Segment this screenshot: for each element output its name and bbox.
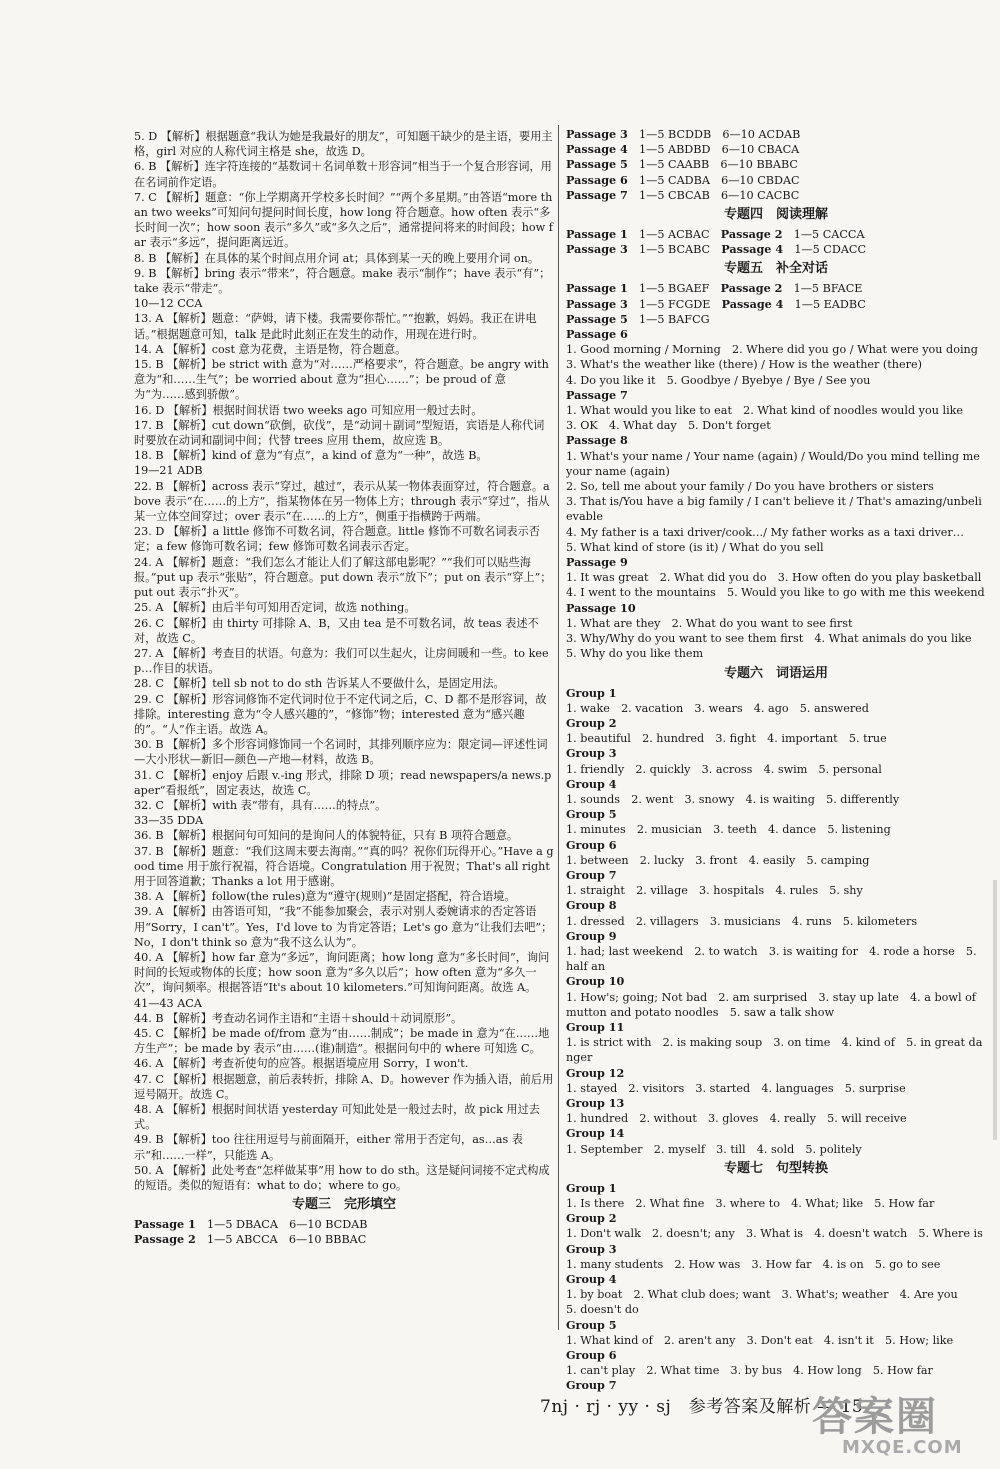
answer-item: 13. A 【解析】题意：“萨姆，请下楼。我需要你帮忙。”“抱歉，妈妈。我正在讲电话。”根据题意可知，talk 是此时此刻正在发生的动作，用现在进行时。 — [134, 312, 537, 341]
passage-answers: 1—5 FCGDE — [639, 297, 711, 311]
passage-row — [566, 142, 986, 157]
answer-item: 45. C 【解析】be made of/from 意为“由……制成”；be made in 意为“在……地方生产”；be made by 表示“由……(谁)制造”。根据问句中的 where 可知选 C。 — [134, 1026, 550, 1056]
passage-label: Passage 4 — [566, 142, 628, 157]
watermark-url: MXQE.COM — [842, 1437, 963, 1458]
dialogue-line: 3. What's the weather like (there) / How is the weather (there) — [566, 358, 922, 372]
passage-label: Passage 8 — [566, 433, 628, 448]
dialogue-line: 2. So, tell me about your family / Do you have brothers or sisters — [566, 480, 934, 494]
column-divider — [558, 125, 559, 1330]
passage-label: Passage 2 — [720, 227, 783, 242]
passage-row — [566, 173, 986, 188]
group-answers: 1. hundred 2. without 3. gloves 4. really 5. will receive — [566, 1112, 907, 1126]
answer-item: 6. B 【解析】连字符连接的“基数词＋名词单数＋形容词”相当于一个复合形容词，用在名词前作定语。 — [134, 160, 552, 189]
answer-item: 40. A 【解析】how far 意为“多远”，询问距离；how long 意为“多长时间”，询问时间的长短或物体的长度；how soon 意为“多久以后”；how often 意为“多久一次”，询问频率。根据答语“It's about 10 kilometers.”可知询问距离。故选 A。 — [134, 950, 550, 995]
passage-label: Passage 2 — [134, 1232, 196, 1247]
group-label: Group 14 — [566, 1126, 625, 1141]
group-label: Group 1 — [566, 685, 617, 700]
group-label: Group 1 — [566, 1180, 617, 1195]
cloze-answers — [134, 1217, 554, 1247]
group-answers: 1. is strict with 2. is making soup 3. on time 4. kind of 5. in great danger — [566, 1036, 983, 1065]
passage-answers: 1—5 CADBA 6—10 CBDAC — [639, 173, 800, 187]
answer-item: 33—35 DDA — [134, 814, 204, 828]
answer-item: 23. D 【解析】a little 修饰不可数名词，符合题意。little 修饰不可数名词表示否定；a few 修饰可数名词；few 修饰可数名词表示否定。 — [134, 525, 540, 554]
page-footer: 7nj · rj · yy · sj 参考答案及解析 — 15 — [540, 1397, 864, 1417]
answer-item: 10—12 CCA — [134, 297, 203, 311]
answer-item: 24. A 【解析】题意：“我们怎么才能让人们了解这部电影呢？”“我们可以贴些海报。”put up 表示“张贴”，符合题意。put down 表示“放下”；put on 表示“穿上”；put out 表示“扑灭”。 — [134, 555, 552, 600]
answer-item: 17. B 【解析】cut down“砍倒，砍伐”，是“动词＋副词”型短语，宾语是人称代词时要放在动词和副词中间；代替 trees 应用 them，故应选 B。 — [134, 418, 545, 448]
right-column — [566, 127, 986, 1394]
group-answers: 1. wake 2. vacation 3. wears 4. ago 5. answered — [566, 701, 869, 715]
passage-row — [566, 188, 986, 203]
group-answers: 1. Don't walk 2. doesn't; any 3. What is 4. doesn't watch 5. Where is — [566, 1227, 983, 1241]
group-label: Group 5 — [566, 807, 617, 822]
passage-answers: 1—5 ABCCA 6—10 BBBAC — [207, 1233, 367, 1247]
passage-answers: 1—5 CBCAB 6—10 CACBC — [639, 188, 800, 202]
passage-label: Passage 4 — [721, 242, 784, 257]
group-label: Group 2 — [566, 715, 617, 730]
dialogue-line: 4. I went to the mountains 5. Would you like to go with me this weekend — [566, 586, 985, 600]
group-answers: 1. What kind of 2. aren't any 3. Don't eat 4. isn't it 5. How; like — [566, 1333, 954, 1347]
passage-answers: 1—5 DBACA 6—10 BCDAB — [207, 1218, 368, 1232]
reading-answers — [566, 227, 986, 257]
passage-label: Passage 7 — [566, 387, 628, 402]
group-answers: 1. September 2. myself 3. till 4. sold 5. politely — [566, 1142, 862, 1156]
group-answers: 1. beautiful 2. hundred 3. fight 4. important 5. true — [566, 732, 887, 746]
answer-item: 26. C 【解析】由 thirty 可排除 A、B，又由 tea 是不可数名词，故 teas 表述不对，故选 C。 — [134, 616, 539, 645]
passage-answers: 1—5 BGAEF — [639, 282, 710, 296]
passage-row — [134, 1217, 554, 1232]
answer-item: 41—43 ACA — [134, 996, 202, 1010]
group-answers: 5. doesn't do — [566, 1303, 639, 1317]
group-label: Group 11 — [566, 1019, 625, 1034]
group-label: Group 13 — [566, 1095, 625, 1110]
left-answer-list — [134, 129, 554, 1193]
passage-label: Passage 2 — [720, 281, 783, 296]
group-label: Group 2 — [566, 1211, 617, 1226]
passage-answers: 1—5 BCABC — [639, 243, 711, 257]
group-answers: 1. sounds 2. went 3. snowy 4. is waiting 5. differently — [566, 792, 900, 806]
passage-row — [566, 242, 986, 257]
answer-item: 18. B 【解析】kind of 意为“有点”，a kind of 意为“一种”，故选 B。 — [134, 449, 488, 463]
answer-item: 25. A 【解析】由后半句可知用否定词，故选 nothing。 — [134, 601, 416, 615]
group-answers: 1. many students 2. How was 3. How far 4. is on 5. go to see — [566, 1257, 941, 1271]
group-answers: 1. can't play 2. What time 3. by bus 4. How long 5. How far — [566, 1364, 933, 1378]
answer-item: 32. C 【解析】with 表“带有，具有……的特点”。 — [134, 798, 387, 812]
group-label: Group 3 — [566, 1241, 617, 1256]
page-edge-strip — [993, 880, 997, 1140]
section-title-cloze: 专题三 完形填空 — [291, 1197, 396, 1213]
watermark-logo-text: 答案圈 — [812, 1394, 938, 1440]
group-answers: 1. had; last weekend 2. to watch 3. is waiting for 4. rode a horse 5. half an — [566, 944, 977, 974]
answer-item: 28. C 【解析】tell sb not to do sth 告诉某人不要做什么，是固定用法。 — [134, 677, 505, 691]
passage-row — [566, 127, 986, 142]
passage-label: Passage 3 — [566, 296, 628, 311]
answer-item: 30. B 【解析】多个形容词修饰同一个名词时，其排列顺序应为：限定词—评述性词—大小形状—新旧—颜色—产地—材料，故选 B。 — [134, 738, 548, 767]
passage-label: Passage 10 — [566, 600, 636, 615]
passage-answers: 1—5 CDACC — [794, 243, 867, 257]
dialogue-line: 4. My father is a taxi driver/cook…/ My father works as a taxi driver… — [566, 525, 964, 539]
group-label: Group 10 — [566, 974, 625, 989]
passage-answers: 1—5 CACCA — [793, 228, 865, 242]
answer-item: 22. B 【解析】across 表示“穿过，越过”，表示从某一物体表面穿过，符合题意。above 表示“在……的上方”，指某物体在另一物体上方；through 表示“穿过”，指从某一立体空间穿过；over 表示“在……的上方”，侧重于指横跨于两端。 — [134, 479, 550, 524]
passage-answers: 1—5 BAFCG — [639, 312, 710, 326]
dialogue-line: 1. What are they 2. What do you want to see first — [566, 616, 853, 630]
dialogue-line: 4. Do you like it 5. Goodbye / Byebye / Bye / See you — [566, 373, 871, 387]
group-answers: 1. between 2. lucky 3. front 4. easily 5. camping — [566, 853, 870, 867]
answer-item: 16. D 【解析】根据时间状语 two weeks ago 可知应用一般过去时。 — [134, 403, 483, 417]
answer-item: 44. B 【解析】考查动名词作主语和“主语＋should＋动词原形”。 — [134, 1011, 463, 1025]
group-label: Group 4 — [566, 776, 617, 791]
passage-row — [566, 157, 986, 172]
cloze-answers-continued — [566, 127, 986, 203]
group-answers: 1. How's; going; Not bad 2. am surprised 3. stay up late 4. a bowl of mutton and potato noodles 5. saw a talk show — [566, 990, 976, 1019]
passage-label: Passage 3 — [566, 242, 628, 257]
answer-item: 46. A 【解析】考查祈使句的应答。根据语境应用 Sorry，I won't. — [134, 1057, 469, 1071]
section-title-dialogue: 专题五 补全对话 — [723, 261, 828, 277]
section-title-word-use: 专题六 词语运用 — [723, 665, 828, 681]
passage-answers: 1—5 BFACE — [793, 282, 863, 296]
passage-label: Passage 4 — [721, 296, 784, 311]
group-label: Group 12 — [566, 1065, 625, 1080]
group-label: Group 7 — [566, 867, 617, 882]
answer-item: 39. A 【解析】由答语可知，“我”不能参加聚会，表示对别人委婉请求的否定答语用“Sorry，I can't”。Yes，I'd love to 为肯定答语；Let's go 意为“让我们去吧”；No，I don't think so 意为“我不这么认为”。 — [134, 905, 553, 949]
passage-row — [566, 297, 986, 312]
section-title-sentence-transform: 专题七 句型转换 — [723, 1160, 828, 1176]
answer-item: 37. B 【解析】题意：“我们这周末要去海南。”“真的吗？祝你们玩得开心。”Have a good time 用于旅行祝福，符合语境。Congratulation 用于祝贺；That's all right 用于回答道歉；Thanks a lot 用于感谢。 — [134, 844, 554, 888]
passage-answers: 1—5 BCDDB 6—10 ACDAB — [639, 128, 801, 141]
dialogue-line: 3. OK 4. What day 5. Don't forget — [566, 419, 771, 433]
group-answers: 1. Is there 2. What fine 3. where to 4. What; like 5. How far — [566, 1197, 935, 1210]
passage-label: Passage 1 — [566, 281, 628, 296]
group-answers: 1. stayed 2. visitors 3. started 4. languages 5. surprise — [566, 1081, 906, 1095]
answer-item: 5. D 【解析】根据题意“我认为她是我最好的朋友”，可知题干缺少的是主语，要用主格，girl 对应的人称代词主格是 she，故选 D。 — [134, 130, 553, 159]
answer-item: 36. B 【解析】根据问句可知问的是询问人的体貌特征，只有 B 项符合题意。 — [134, 829, 519, 843]
passage-label: Passage 7 — [566, 187, 628, 202]
passage-label: Passage 6 — [566, 172, 628, 187]
answer-item: 49. B 【解析】too 往往用逗号与前面隔开，either 常用于否定句，as…as 表示“和……一样”，只能选 A。 — [134, 1133, 523, 1162]
answer-item: 31. C 【解析】enjoy 后跟 v.-ing 形式，排除 D 项；read newspapers/a news.paper“看报纸”，固定表达，故选 C。 — [134, 768, 552, 797]
word-use-answers — [566, 686, 986, 1157]
group-answers: 1. friendly 2. quickly 3. across 4. swim 5. personal — [566, 762, 882, 776]
passage-row — [566, 312, 986, 327]
dialogue-line: 3. That is/You have a big family / I can't believe it / That's amazing/unbelievable — [566, 495, 982, 524]
answer-item: 38. A 【解析】follow(the rules)意为“遵守(规则)”是固定搭配，符合语境。 — [134, 890, 516, 904]
passage-answers: 1—5 EADBC — [794, 297, 866, 311]
group-answers: 1. dressed 2. villagers 3. musicians 4. runs 5. kilometers — [566, 914, 918, 928]
answer-item: 7. C 【解析】题意：“你上学期离开学校多长时间？”“两个多星期。”由答语“more than two weeks”可知问句提问时间长度，how long 符合题意。how often 表示“多长时间一次”；how soon 表示“多久”或“多久之后”，通常提问将来的时间段；how far 表示“多远”，提问距离远近。 — [134, 190, 553, 250]
group-label: Group 9 — [566, 928, 617, 943]
answer-item: 9. B 【解析】bring 表示“带来”，符合题意。make 表示“制作”；have 表示“有”；take 表示“带走”。 — [134, 266, 551, 296]
answer-item: 50. A 【解析】此处考查“怎样做某事”用 how to do sth。这是疑问词接不定式构成的短语。类似的短语有：what to do；where to go。 — [134, 1163, 550, 1193]
passage-row — [134, 1232, 554, 1247]
dialogue-line: 1. What's your name / Your name (again) / Would/Do you mind telling me your name (again) — [566, 449, 980, 478]
left-column — [134, 129, 554, 1248]
passage-label: Passage 5 — [566, 311, 628, 326]
answer-item: 48. A 【解析】根据时间状语 yesterday 可知此处是一般过去时，故 pick 用过去式。 — [134, 1103, 540, 1132]
group-answers: 1. minutes 2. musician 3. teeth 4. dance 5. listening — [566, 823, 891, 837]
dialogue-line: 3. Why/Why do you want to see them first 4. What animals do you like — [566, 632, 972, 646]
passage-label: Passage 1 — [566, 227, 628, 242]
group-label: Group 6 — [566, 837, 617, 852]
dialogue-line: 1. It was great 2. What did you do 3. How often do you play basketball — [566, 571, 982, 585]
dialogue-line: 5. Why do you like them — [566, 647, 704, 661]
section-title-reading: 专题四 阅读理解 — [723, 207, 828, 223]
group-label: Group 6 — [566, 1348, 617, 1363]
answer-item: 8. B 【解析】在具体的某个时间点用介词 at；具体到某一天的晚上要用介词 on。 — [134, 251, 540, 265]
group-answers: 1. straight 2. village 3. hospitals 4. rules 5. shy — [566, 884, 863, 898]
dialogue-line: 5. What kind of store (is it) / What do you sell — [566, 540, 824, 554]
answer-item: 19—21 ADB — [134, 464, 203, 478]
answer-item: 27. A 【解析】考查目的状语。句意为：我们可以生起火，让房间暖和一些。to keep…作目的状语。 — [134, 646, 549, 676]
group-label: Group 3 — [566, 746, 617, 761]
passage-row — [566, 281, 986, 296]
passage-answers: 1—5 ABDBD 6—10 CBACA — [639, 143, 800, 157]
passage-label: Passage 5 — [566, 157, 628, 172]
passage-answers: 1—5 CAABB 6—10 BBABC — [639, 158, 798, 172]
answer-item: 47. C 【解析】根据题意，前后表转折，排除 A、D。however 作为插入语，前后用逗号隔开。故选 C。 — [134, 1072, 554, 1101]
sentence-transform-answers — [566, 1181, 986, 1394]
dialogue-line: 1. What would you like to eat 2. What kind of noodles would you like — [566, 404, 964, 418]
group-label: Group 5 — [566, 1317, 617, 1332]
passage-label: Passage 9 — [566, 555, 628, 570]
dialogue-line: 1. Good morning / Morning 2. Where did you go / What were you doing — [566, 343, 978, 357]
answer-item: 14. A 【解析】cost 意为花费，主语是物，符合题意。 — [134, 342, 407, 356]
group-answers: 1. by boat 2. What club does; want 3. What's; weather 4. Are you — [566, 1288, 958, 1302]
group-label: Group 7 — [566, 1378, 617, 1393]
answer-item: 29. C 【解析】形容词修饰不定代词时位于不定代词之后，C、D 都不是形容词，故排除。interesting 意为“令人感兴趣的”，“修饰”物；interested 意为“感兴趣的”。“人”作主语。故选 A。 — [134, 692, 547, 736]
passage-label: Passage 6 — [566, 327, 628, 342]
dialogue-answers — [566, 281, 986, 661]
group-label: Group 8 — [566, 898, 617, 913]
group-label: Group 4 — [566, 1272, 617, 1287]
passage-row — [566, 227, 986, 242]
passage-label: Passage 1 — [134, 1217, 196, 1232]
site-watermark — [812, 1385, 992, 1463]
passage-answers: 1—5 ACBAC — [639, 228, 710, 242]
passage-label: Passage 3 — [566, 127, 628, 141]
answer-item: 15. B 【解析】be strict with 意为“对……严格要求”，符合题意。be angry with 意为“和……生气”；be worried about 意为“担心……”；be proud of 意为“为……感到骄傲”。 — [134, 358, 549, 402]
